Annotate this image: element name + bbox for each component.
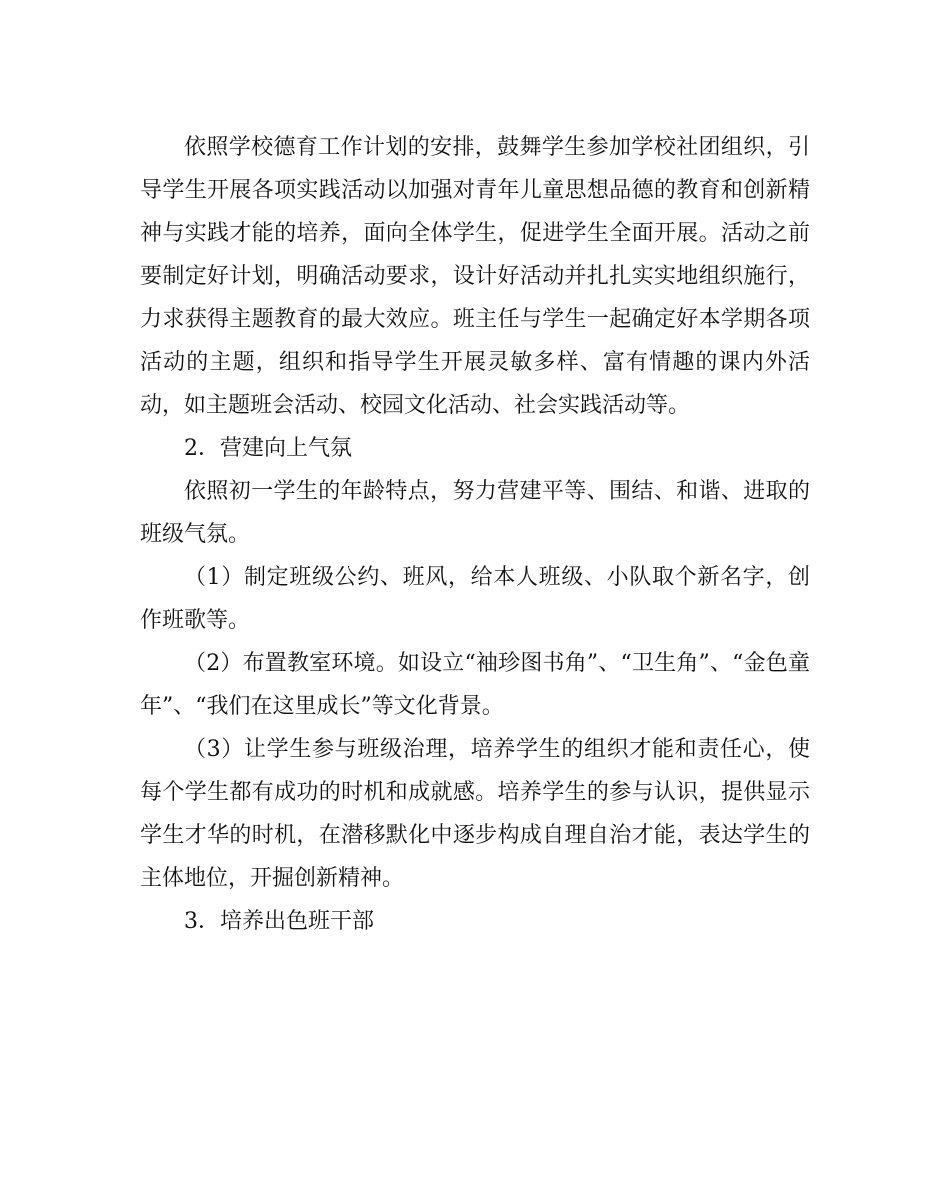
- paragraph-activities: 依照学校德育工作计划的安排，鼓舞学生参加学校社团组织，引导学生开展各项实践活动以加强对青年儿童思想品德的教育和创新精神与实践才能的培养，面向全体学生，促进学生全面开展。活动之前要制定好计划，明确活动要求，设计好活动并扎扎实实地组织施行，力求获得主题教育的最大效应。班主任与学生一起确定好本学期各项活动的主题，组织和指导学生开展灵敏多样、富有情趣的课内外活动，如主题班会活动、校园文化活动、社会实践活动等。: [140, 135, 810, 418]
- section-heading-atmosphere: 2．营建向上气氛: [184, 436, 352, 461]
- section-heading-class-cadres: 3．培养出色班干部: [184, 909, 374, 934]
- document-body: [140, 126, 810, 943]
- paragraph-atmosphere-intro: 依照初一学生的年龄特点，努力营建平等、围结、和谐、进取的班级气氛。: [140, 479, 810, 547]
- list-item-student-participation: （3）让学生参与班级治理，培养学生的组织才能和责任心，使每个学生都有成功的时机和成就感。培养学生的参与认识，提供显示学生才华的时机，在潜移默化中逐步构成自理自治才能，表达学生的主体地位，开掘创新精神。: [140, 737, 810, 891]
- list-item-classroom-environment: （2）布置教室环境。如设立“袖珍图书角”、“卫生角”、“金色童年”、“我们在这里成长”等文化背景。: [140, 651, 810, 719]
- list-item-class-rules: （1）制定班级公约、班风，给本人班级、小队取个新名字，创作班歌等。: [140, 565, 810, 633]
